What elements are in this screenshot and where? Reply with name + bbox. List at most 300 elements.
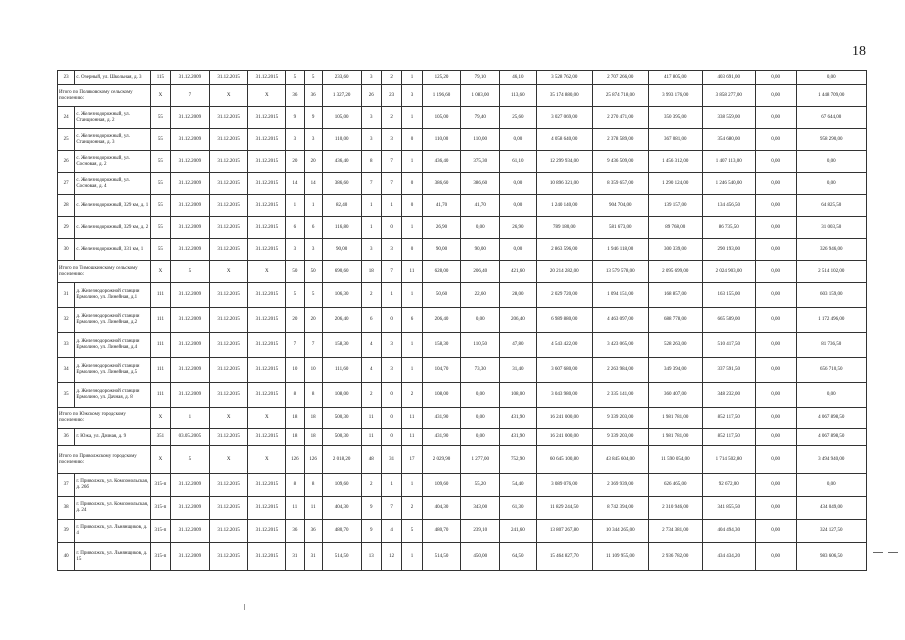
- value-cell: 5: [286, 283, 304, 308]
- value-cell: 31.12.2015: [248, 333, 286, 358]
- value-cell: 1: [402, 333, 422, 358]
- row-number-cell: 29: [58, 217, 75, 239]
- value-cell: 2: [361, 474, 381, 497]
- value-cell: 31.12.2015: [248, 107, 286, 129]
- value-cell: 9: [304, 107, 322, 129]
- value-cell: 315-п: [150, 520, 170, 543]
- value-cell: 528 263,00: [648, 333, 702, 358]
- value-cell: 20: [286, 151, 304, 173]
- value-cell: 11: [402, 408, 422, 429]
- value-cell: 337 591,50: [702, 358, 755, 383]
- value-cell: 7: [171, 85, 210, 107]
- scan-mark: [244, 604, 245, 610]
- table-row: [58, 383, 867, 408]
- address-cell: с. Железнодорожный, ул. Сосновая, д. 2: [75, 151, 150, 173]
- value-cell: Х: [248, 408, 286, 429]
- value-cell: 206,40: [500, 308, 537, 333]
- value-cell: Х: [248, 85, 286, 107]
- value-cell: 360 407,00: [648, 383, 702, 408]
- value-cell: 1: [171, 408, 210, 429]
- value-cell: 1: [402, 283, 422, 308]
- value-cell: 12: [381, 543, 401, 571]
- value-cell: Х: [209, 85, 248, 107]
- value-cell: 31.12.2015: [248, 283, 286, 308]
- value-cell: 3: [381, 333, 401, 358]
- value-cell: 626 465,00: [648, 474, 702, 497]
- value-cell: 1 946 118,00: [592, 239, 648, 261]
- row-number-cell: 28: [58, 195, 75, 217]
- value-cell: 431,90: [422, 429, 461, 446]
- value-cell: 9: [361, 520, 381, 543]
- value-cell: 2 029,90: [422, 446, 461, 474]
- value-cell: 1 290 124,00: [648, 173, 702, 195]
- value-cell: 2 863 596,00: [536, 239, 592, 261]
- value-cell: 55: [150, 217, 170, 239]
- value-cell: 31: [304, 543, 322, 571]
- value-cell: 1: [402, 217, 422, 239]
- value-cell: 1: [381, 474, 401, 497]
- value-cell: 6 989 880,00: [536, 308, 592, 333]
- value-cell: 36: [286, 520, 304, 543]
- value-cell: 0,00: [500, 195, 537, 217]
- value-cell: 6: [402, 308, 422, 333]
- value-cell: 31.12.2015: [248, 520, 286, 543]
- value-cell: 31.12.2009: [171, 520, 210, 543]
- value-cell: 61,30: [500, 497, 537, 520]
- value-cell: 386,60: [461, 173, 500, 195]
- value-cell: 1 981 781,00: [648, 408, 702, 429]
- value-cell: 0,00: [755, 217, 796, 239]
- value-cell: 341 855,50: [702, 497, 755, 520]
- table-row: [58, 474, 867, 497]
- value-cell: 233,60: [322, 71, 361, 85]
- value-cell: 126: [304, 446, 322, 474]
- value-cell: 3 858 277,00: [702, 85, 755, 107]
- value-cell: 31.12.2015: [248, 497, 286, 520]
- row-number-cell: 37: [58, 474, 75, 497]
- subtotal-row: [58, 85, 867, 107]
- value-cell: 2 095 699,00: [648, 261, 702, 283]
- value-cell: 665 509,00: [702, 308, 755, 333]
- row-number-cell: 38: [58, 497, 75, 520]
- value-cell: 20: [286, 308, 304, 333]
- address-cell: г. Приволжск, ул. Комсомольская, д. 24: [75, 497, 150, 520]
- value-cell: 18: [304, 408, 322, 429]
- value-cell: 1: [402, 543, 422, 571]
- value-cell: 0,00: [755, 129, 796, 151]
- value-cell: 404,30: [322, 497, 361, 520]
- row-number-cell: 27: [58, 173, 75, 195]
- value-cell: 31.12.2009: [171, 358, 210, 383]
- value-cell: 115: [150, 71, 170, 85]
- value-cell: 2: [381, 71, 401, 85]
- value-cell: 2 378 589,00: [592, 129, 648, 151]
- value-cell: 31.12.2015: [248, 173, 286, 195]
- value-cell: 4: [361, 333, 381, 358]
- value-cell: 41,70: [422, 195, 461, 217]
- value-cell: 82,40: [322, 195, 361, 217]
- value-cell: 3 027 069,00: [536, 107, 592, 129]
- value-cell: 0,00: [755, 474, 796, 497]
- value-cell: 31: [381, 446, 401, 474]
- value-cell: 31.12.2015: [209, 71, 248, 85]
- subtotal-label: Итого по Тимошкинскому сельскому поселению:: [58, 261, 151, 283]
- value-cell: 11: [402, 261, 422, 283]
- value-cell: 326 946,00: [796, 239, 866, 261]
- value-cell: 300 339,00: [648, 239, 702, 261]
- value-cell: 26: [361, 85, 381, 107]
- value-cell: Х: [248, 261, 286, 283]
- value-cell: 110,00: [422, 129, 461, 151]
- value-cell: 431,90: [422, 408, 461, 429]
- value-cell: 111: [150, 333, 170, 358]
- value-cell: 3 423 065,00: [592, 333, 648, 358]
- value-cell: 3: [361, 129, 381, 151]
- value-cell: 31.12.2015: [248, 239, 286, 261]
- table-row: [58, 107, 867, 129]
- value-cell: 0,00: [755, 446, 796, 474]
- value-cell: 111: [150, 358, 170, 383]
- value-cell: 31.12.2015: [209, 333, 248, 358]
- value-cell: 315-п: [150, 474, 170, 497]
- value-cell: 31.12.2015: [209, 217, 248, 239]
- value-cell: 1 094 151,00: [592, 283, 648, 308]
- value-cell: 0,00: [755, 333, 796, 358]
- row-number-cell: 23: [58, 71, 75, 85]
- value-cell: 31.12.2009: [171, 383, 210, 408]
- value-cell: 386,60: [422, 173, 461, 195]
- value-cell: 958 290,00: [796, 129, 866, 151]
- value-cell: 0: [402, 239, 422, 261]
- row-number-cell: 25: [58, 129, 75, 151]
- row-number-cell: 40: [58, 543, 75, 571]
- value-cell: 0,00: [755, 151, 796, 173]
- table-row: [58, 308, 867, 333]
- value-cell: 349 394,00: [648, 358, 702, 383]
- table-row: [58, 283, 867, 308]
- value-cell: 241,60: [500, 520, 537, 543]
- value-cell: 1: [402, 107, 422, 129]
- value-cell: 55,20: [461, 474, 500, 497]
- value-cell: 2 707 266,00: [592, 71, 648, 85]
- value-cell: 139 157,00: [648, 195, 702, 217]
- value-cell: 43 845 604,00: [592, 446, 648, 474]
- value-cell: 55: [150, 239, 170, 261]
- value-cell: 31.12.2015: [248, 129, 286, 151]
- value-cell: 8: [286, 474, 304, 497]
- value-cell: 0,00: [755, 358, 796, 383]
- value-cell: 4 543 422,00: [536, 333, 592, 358]
- value-cell: 206,40: [422, 308, 461, 333]
- value-cell: 0,00: [755, 543, 796, 571]
- value-cell: 239,10: [461, 520, 500, 543]
- value-cell: 46,10: [500, 71, 537, 85]
- value-cell: 480,70: [422, 520, 461, 543]
- value-cell: 105,00: [322, 107, 361, 129]
- value-cell: 1: [304, 195, 322, 217]
- value-cell: 789 180,00: [536, 217, 592, 239]
- value-cell: 109,60: [322, 474, 361, 497]
- value-cell: 90,00: [422, 239, 461, 261]
- value-cell: 18: [304, 429, 322, 446]
- value-cell: 55: [150, 151, 170, 173]
- value-cell: 2 734 381,00: [648, 520, 702, 543]
- value-cell: 11 829 244,50: [536, 497, 592, 520]
- address-cell: д. Железнодорожной станции Ермолино, ул. Линейная, д.1: [75, 283, 150, 308]
- value-cell: 2: [361, 383, 381, 408]
- row-number-cell: 24: [58, 107, 75, 129]
- value-cell: 31.12.2015: [248, 217, 286, 239]
- address-cell: д. Железнодорожной станции Ермолино, ул. Линейная, д.4: [75, 333, 150, 358]
- row-number-cell: 31: [58, 283, 75, 308]
- value-cell: 7: [286, 333, 304, 358]
- value-cell: 89 768,00: [648, 217, 702, 239]
- subtotal-label: Итого по Поляковскому сельскому поселению:: [58, 85, 151, 107]
- value-cell: 31.12.2015: [209, 497, 248, 520]
- value-cell: 904 704,00: [592, 195, 648, 217]
- value-cell: 434 049,00: [796, 497, 866, 520]
- table-row: [58, 195, 867, 217]
- value-cell: 0: [402, 173, 422, 195]
- value-cell: 79,40: [461, 107, 500, 129]
- value-cell: 25 874 718,00: [592, 85, 648, 107]
- value-cell: Х: [150, 85, 170, 107]
- value-cell: 31.12.2009: [171, 543, 210, 571]
- value-cell: 0,00: [755, 239, 796, 261]
- value-cell: 1 714 502,80: [702, 446, 755, 474]
- value-cell: 3 993 176,00: [648, 85, 702, 107]
- value-cell: 2: [361, 283, 381, 308]
- value-cell: 48: [361, 446, 381, 474]
- value-cell: 0: [381, 383, 401, 408]
- value-cell: 1 448 709,00: [796, 85, 866, 107]
- value-cell: 31.12.2015: [209, 383, 248, 408]
- value-cell: 31.12.2015: [248, 429, 286, 446]
- value-cell: 55: [150, 195, 170, 217]
- value-cell: 105,00: [422, 107, 461, 129]
- value-cell: 54,40: [500, 474, 537, 497]
- value-cell: 9: [361, 497, 381, 520]
- value-cell: 1: [402, 358, 422, 383]
- value-cell: 60 645 100,80: [536, 446, 592, 474]
- value-cell: 3 089 076,00: [536, 474, 592, 497]
- address-cell: с. Железнодорожный, 329 км, д. 2: [75, 217, 150, 239]
- value-cell: 5: [304, 283, 322, 308]
- value-cell: 55: [150, 129, 170, 151]
- value-cell: 2 310 946,00: [648, 497, 702, 520]
- table-row: [58, 543, 867, 571]
- value-cell: 158,30: [422, 333, 461, 358]
- value-cell: 1 981 781,00: [648, 429, 702, 446]
- value-cell: 2: [402, 383, 422, 408]
- value-cell: 31.12.2015: [248, 151, 286, 173]
- table-row: [58, 173, 867, 195]
- value-cell: 18: [361, 261, 381, 283]
- table-row: [58, 217, 867, 239]
- value-cell: 22,60: [461, 283, 500, 308]
- value-cell: 79,10: [461, 71, 500, 85]
- value-cell: 338 559,00: [702, 107, 755, 129]
- value-cell: 3: [381, 239, 401, 261]
- value-cell: 436,40: [422, 151, 461, 173]
- value-cell: 10: [304, 358, 322, 383]
- value-cell: 111,60: [322, 358, 361, 383]
- value-cell: 0: [402, 129, 422, 151]
- value-cell: 4 067 898,50: [796, 429, 866, 446]
- value-cell: Х: [209, 446, 248, 474]
- value-cell: 16 241 000,00: [536, 429, 592, 446]
- value-cell: 11: [402, 429, 422, 446]
- table-row: [58, 358, 867, 383]
- value-cell: 1 277,00: [461, 446, 500, 474]
- address-cell: г. Южа, ул. Дачная, д. 9: [75, 429, 150, 446]
- value-cell: 1: [402, 151, 422, 173]
- address-cell: с. Железнодорожный, 331 км, 1: [75, 239, 150, 261]
- value-cell: 351: [150, 429, 170, 446]
- table-row: [58, 239, 867, 261]
- value-cell: 3: [361, 239, 381, 261]
- value-cell: 5: [402, 520, 422, 543]
- value-cell: 31.12.2009: [171, 333, 210, 358]
- value-cell: 31.12.2015: [209, 283, 248, 308]
- value-cell: 03.05.2005: [171, 429, 210, 446]
- value-cell: 31.12.2015: [209, 195, 248, 217]
- value-cell: 0,00: [755, 283, 796, 308]
- value-cell: 500,30: [322, 408, 361, 429]
- value-cell: 25,60: [500, 107, 537, 129]
- value-cell: Х: [150, 408, 170, 429]
- value-cell: 4: [361, 358, 381, 383]
- value-cell: 31.12.2009: [171, 71, 210, 85]
- value-cell: 0,00: [755, 195, 796, 217]
- value-cell: 20: [304, 308, 322, 333]
- value-cell: 1: [381, 283, 401, 308]
- value-cell: 0,00: [796, 173, 866, 195]
- value-cell: 7: [381, 497, 401, 520]
- value-cell: 0,00: [796, 71, 866, 85]
- value-cell: Х: [209, 408, 248, 429]
- value-cell: 752,90: [500, 446, 537, 474]
- value-cell: 2 018,20: [322, 446, 361, 474]
- address-cell: с. Железнодорожный, ул. Сосновая, д. 4: [75, 173, 150, 195]
- value-cell: 510 417,50: [702, 333, 755, 358]
- value-cell: 81 736,50: [796, 333, 866, 358]
- value-cell: 3: [381, 129, 401, 151]
- value-cell: 0: [381, 429, 401, 446]
- address-cell: с. Железнодорожный, ул. Станционная, д. 3: [75, 129, 150, 151]
- value-cell: 436,40: [322, 151, 361, 173]
- value-cell: 50,60: [422, 283, 461, 308]
- value-cell: 480,70: [322, 520, 361, 543]
- value-cell: 450,00: [461, 543, 500, 571]
- address-cell: с. Железнодорожный, ул. Станционная, д. 2: [75, 107, 150, 129]
- value-cell: 0: [402, 195, 422, 217]
- value-cell: 656 710,50: [796, 358, 866, 383]
- value-cell: 4 058 640,00: [536, 129, 592, 151]
- value-cell: 1: [381, 195, 401, 217]
- value-cell: 10 896 321,00: [536, 173, 592, 195]
- subtotal-label: Итого по Приволжскому городскому поселению:: [58, 446, 151, 474]
- value-cell: 36: [304, 520, 322, 543]
- value-cell: 31: [286, 543, 304, 571]
- value-cell: 31.12.2009: [171, 217, 210, 239]
- value-cell: 8: [304, 474, 322, 497]
- value-cell: 31.12.2015: [209, 151, 248, 173]
- value-cell: 5: [286, 71, 304, 85]
- value-cell: 0,00: [755, 71, 796, 85]
- value-cell: 7: [381, 173, 401, 195]
- value-cell: 50: [304, 261, 322, 283]
- page-number: 18: [852, 44, 866, 59]
- value-cell: 9 339 203,00: [592, 408, 648, 429]
- value-cell: 31,40: [500, 358, 537, 383]
- table-row: [58, 333, 867, 358]
- value-cell: 2 936 782,00: [648, 543, 702, 571]
- value-cell: 2 029 720,00: [536, 283, 592, 308]
- value-cell: 108,00: [422, 383, 461, 408]
- value-cell: 2: [381, 107, 401, 129]
- value-cell: 13 579 578,00: [592, 261, 648, 283]
- value-cell: 13: [361, 543, 381, 571]
- value-cell: 0,00: [461, 308, 500, 333]
- value-cell: 31.12.2015: [209, 173, 248, 195]
- value-cell: 0: [381, 408, 401, 429]
- value-cell: 1: [402, 71, 422, 85]
- value-cell: 125,20: [422, 71, 461, 85]
- value-cell: 0: [381, 217, 401, 239]
- value-cell: 3: [402, 85, 422, 107]
- value-cell: 41,70: [461, 195, 500, 217]
- value-cell: 5: [171, 261, 210, 283]
- value-cell: 2 024 903,00: [702, 261, 755, 283]
- value-cell: 403 691,00: [702, 71, 755, 85]
- value-cell: 0,00: [755, 408, 796, 429]
- value-cell: 0,00: [461, 383, 500, 408]
- value-cell: 86 735,50: [702, 217, 755, 239]
- value-cell: 13 807 267,80: [536, 520, 592, 543]
- margin-dash: [873, 552, 883, 553]
- value-cell: 126: [286, 446, 304, 474]
- value-cell: 206,40: [461, 261, 500, 283]
- value-cell: 11 109 955,00: [592, 543, 648, 571]
- value-cell: 31.12.2015: [248, 383, 286, 408]
- value-cell: 10 344 265,00: [592, 520, 648, 543]
- value-cell: 8: [286, 383, 304, 408]
- value-cell: 2 514 102,00: [796, 261, 866, 283]
- value-cell: 26,90: [422, 217, 461, 239]
- value-cell: 31.12.2009: [171, 474, 210, 497]
- value-cell: 9 339 203,00: [592, 429, 648, 446]
- value-cell: 354 680,00: [702, 129, 755, 151]
- value-cell: 404,30: [422, 497, 461, 520]
- value-cell: 111: [150, 308, 170, 333]
- value-cell: 3: [304, 239, 322, 261]
- value-cell: 514,50: [422, 543, 461, 571]
- value-cell: 343,00: [461, 497, 500, 520]
- row-number-cell: 34: [58, 358, 75, 383]
- value-cell: 31.12.2015: [248, 543, 286, 571]
- value-cell: 7: [361, 173, 381, 195]
- value-cell: 31.12.2015: [248, 71, 286, 85]
- value-cell: 0,00: [796, 151, 866, 173]
- value-cell: 1 172 496,00: [796, 308, 866, 333]
- address-cell: г. Приволжск, ул. Комсомольская, д. 26б: [75, 474, 150, 497]
- value-cell: 431,90: [500, 408, 537, 429]
- value-cell: 2 335 141,00: [592, 383, 648, 408]
- value-cell: 2 270 471,00: [592, 107, 648, 129]
- value-cell: 5: [171, 446, 210, 474]
- value-cell: 348 232,00: [702, 383, 755, 408]
